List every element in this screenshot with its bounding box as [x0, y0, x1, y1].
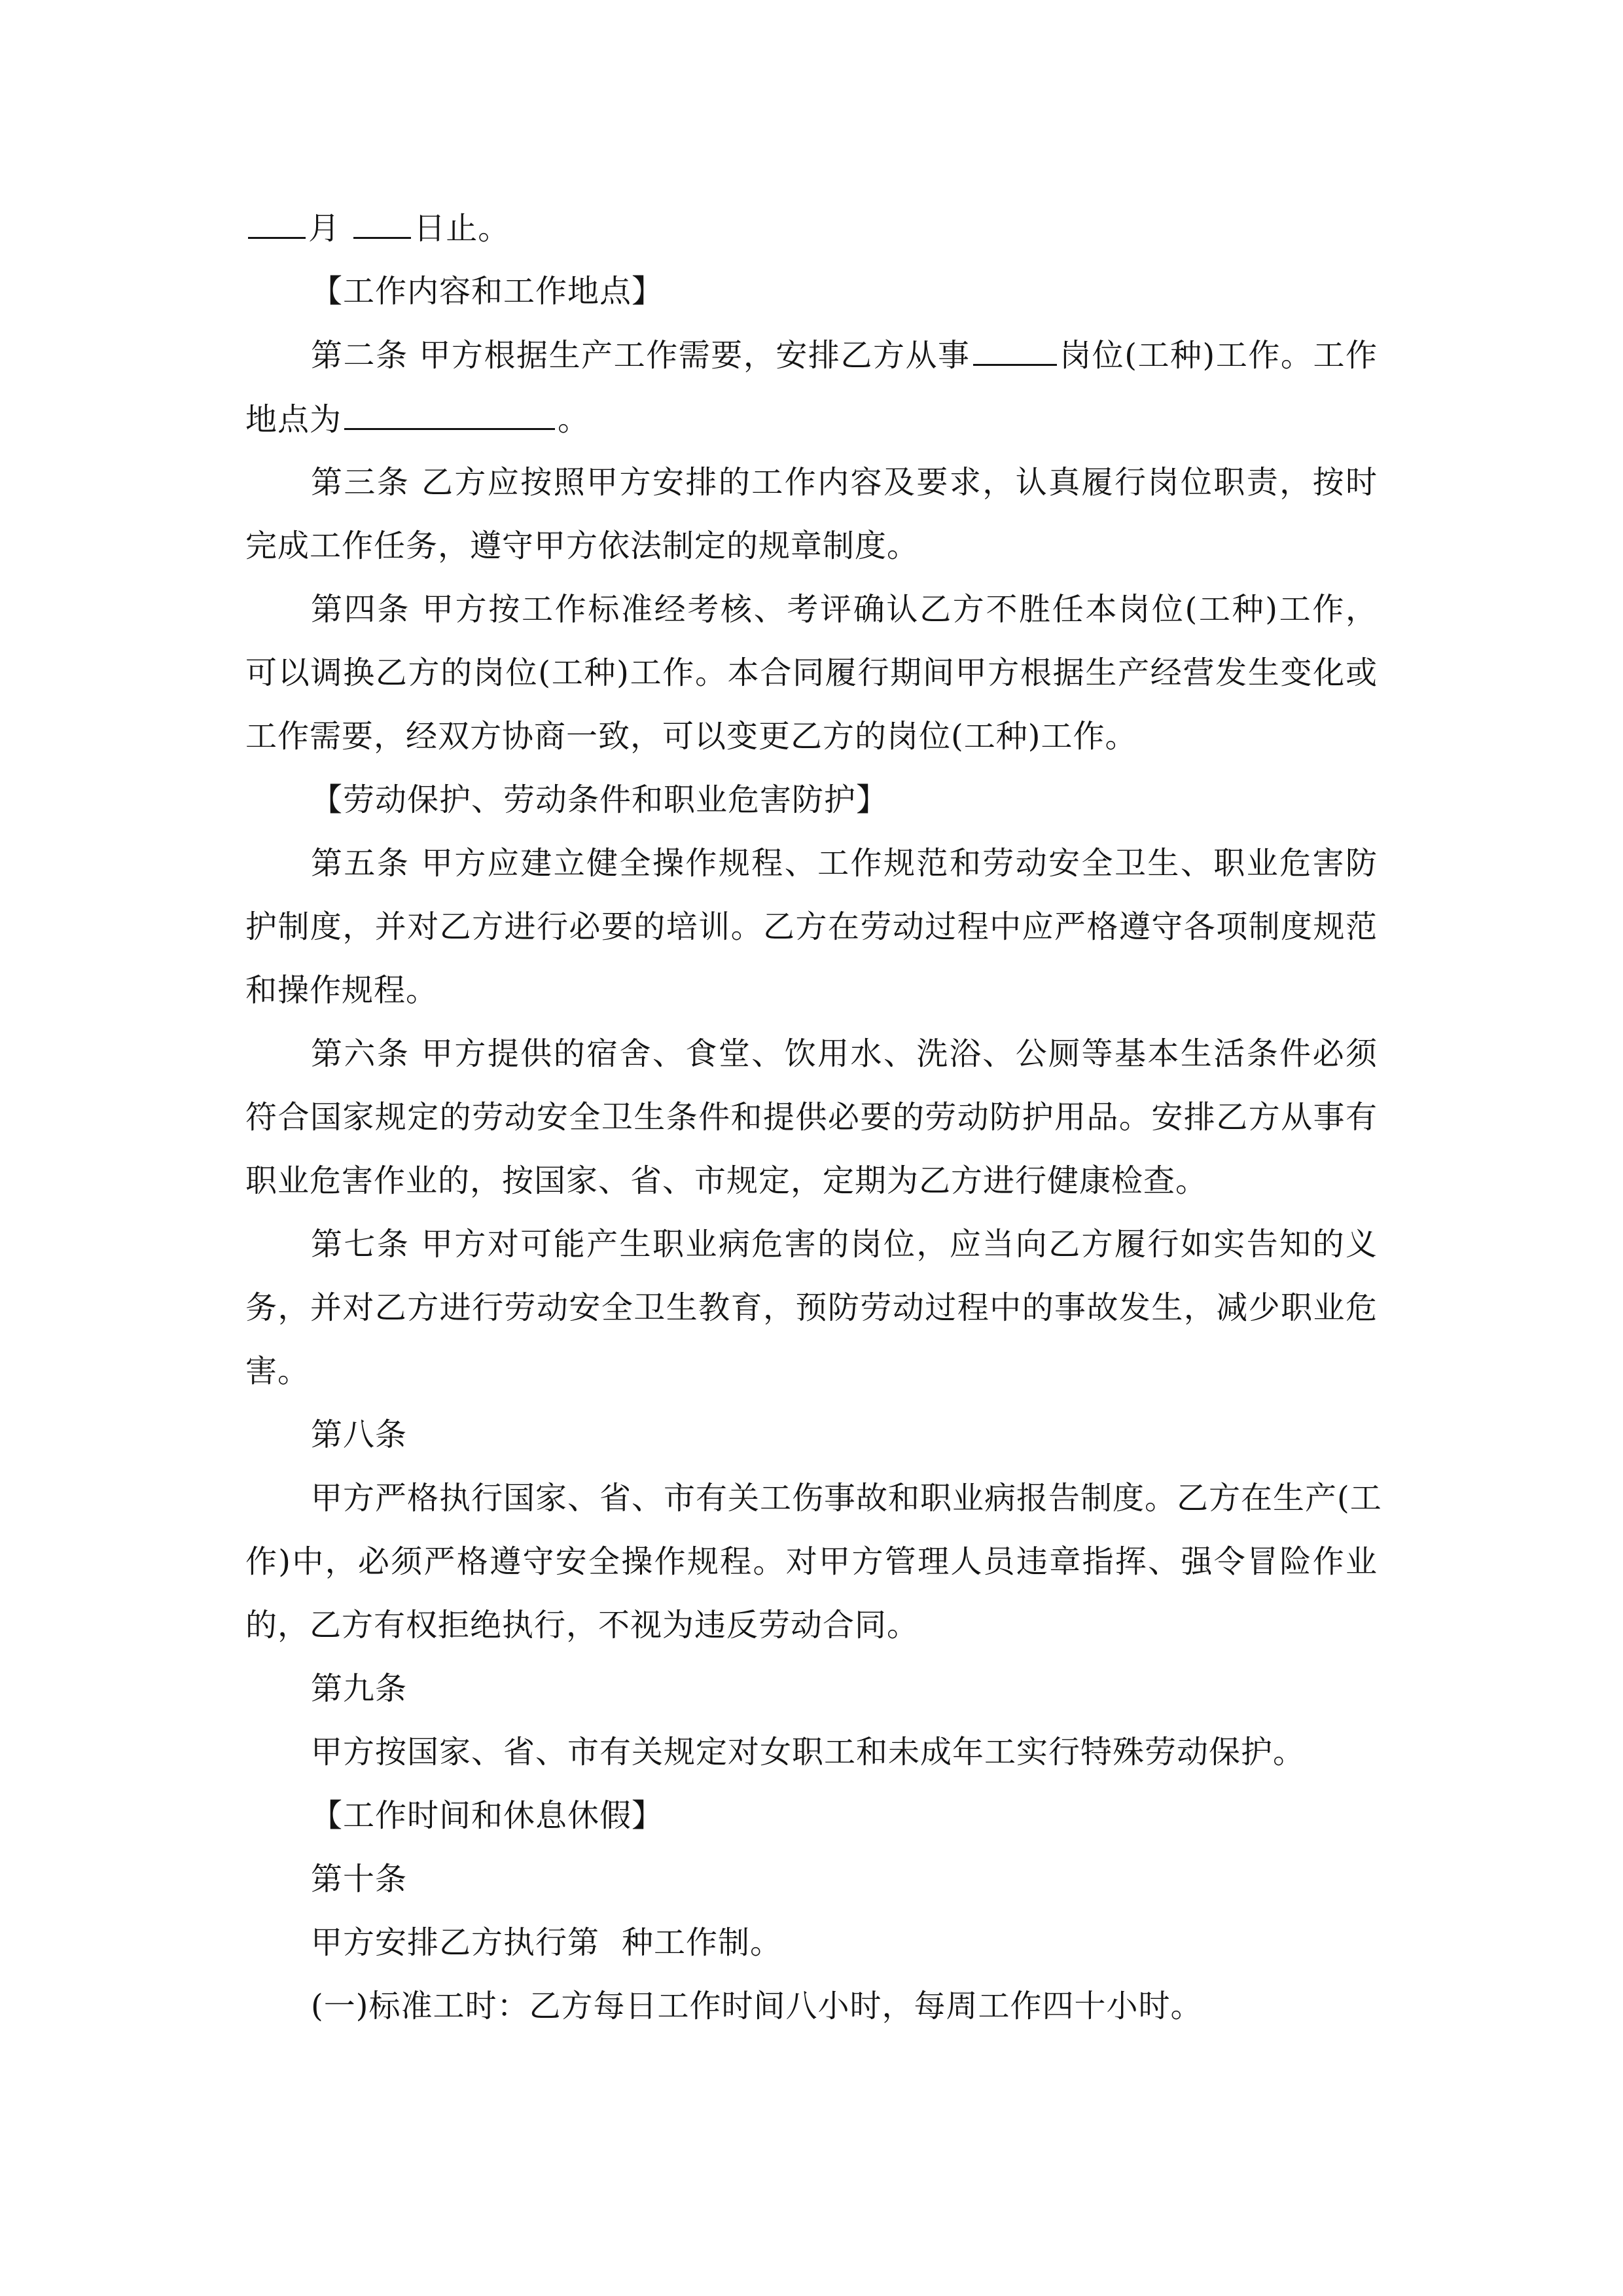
- article-4-line-3: 工作需要，经双方协商一致，可以变更乙方的岗位(工种)工作。: [245, 718, 1137, 755]
- article-9-heading: 第九条: [311, 1670, 408, 1707]
- blank-post: [973, 335, 1057, 366]
- article-8-line-1: 甲方严格执行国家、省、市有关工伤事故和职业病报告制度。乙方在生产(工: [311, 1480, 1382, 1516]
- article-2-text-c: 地点为: [245, 401, 342, 438]
- article-10-heading: 第十条: [311, 1861, 408, 1897]
- article-7-line-1: 第七条 甲方对可能产生职业病危害的岗位，应当向乙方履行如实告知的义: [311, 1226, 1378, 1263]
- article-10-text-b: 种工作制。: [622, 1924, 783, 1961]
- article-4-line-2: 可以调换乙方的岗位(工种)工作。本合同履行期间甲方根据生产经营发生变化或: [245, 655, 1378, 691]
- blank-location: [344, 399, 555, 430]
- article-4-line-1: 第四条 甲方按工作标准经考核、考评确认乙方不胜任本岗位(工种)工作，: [311, 591, 1378, 628]
- article-6-line-2: 符合国家规定的劳动安全卫生条件和提供必要的劳动防护用品。安排乙方从事有: [245, 1099, 1378, 1136]
- article-2-line-2: [245, 399, 590, 439]
- article-6-line-3: 职业危害作业的，按国家、省、市规定，定期为乙方进行健康检查。: [245, 1162, 1208, 1199]
- article-5-line-2: 护制度，并对乙方进行必要的培训。乙方在劳动过程中应严格遵守各项制度规范: [245, 908, 1378, 945]
- article-2-text-a: 第二条 甲方根据生产工作需要，安排乙方从事: [311, 337, 971, 374]
- day-end-label: 日止。: [414, 210, 510, 247]
- article-7-line-3: 害。: [245, 1353, 310, 1390]
- article-3-line-1: 第三条 乙方应按照甲方安排的工作内容及要求，认真履行岗位职责，按时: [311, 464, 1378, 501]
- section-heading-protection: 【劳动保护、劳动条件和职业危害防护】: [311, 781, 889, 818]
- article-2-text-d: 。: [558, 401, 590, 438]
- section-heading-work-content: 【工作内容和工作地点】: [311, 273, 664, 310]
- section-heading-hours: 【工作时间和休息休假】: [311, 1797, 664, 1834]
- article-8-line-2: 作)中，必须严格遵守安全操作规程。对甲方管理人员违章指挥、强令冒险作业: [245, 1543, 1378, 1580]
- article-2-text-b: 岗位(工种)工作。工作: [1059, 337, 1378, 374]
- article-8-heading: 第八条: [311, 1416, 408, 1453]
- date-end-fragment: [245, 208, 510, 248]
- article-9-line-1: 甲方按国家、省、市有关规定对女职工和未成年工实行特殊劳动保护。: [311, 1734, 1306, 1770]
- article-10-item-1: (一)标准工时：乙方每日工作时间八小时，每周工作四十小时。: [311, 1988, 1203, 2024]
- article-3-line-2: 完成工作任务，遵守甲方依法制定的规章制度。: [245, 528, 919, 564]
- article-5-line-3: 和操作规程。: [245, 972, 438, 1009]
- article-6-line-1: 第六条 甲方提供的宿舍、食堂、饮用水、洗浴、公厕等基本生活条件必须: [311, 1035, 1378, 1072]
- article-8-line-3: 的，乙方有权拒绝执行，不视为违反劳动合同。: [245, 1607, 919, 1643]
- article-5-line-1: 第五条 甲方应建立健全操作规程、工作规范和劳动安全卫生、职业危害防: [311, 845, 1378, 882]
- article-7-line-2: 务，并对乙方进行劳动安全卫生教育，预防劳动过程中的事故发生，减少职业危: [245, 1289, 1378, 1326]
- article-10-text-a: 甲方安排乙方执行第: [311, 1924, 600, 1961]
- blank-day: [353, 208, 411, 239]
- blank-month: [248, 208, 306, 239]
- blank-work-system: [602, 1924, 619, 1953]
- article-10-line-1: [311, 1923, 782, 1962]
- article-2-line-1: [311, 335, 1378, 375]
- month-label: 月: [308, 210, 341, 247]
